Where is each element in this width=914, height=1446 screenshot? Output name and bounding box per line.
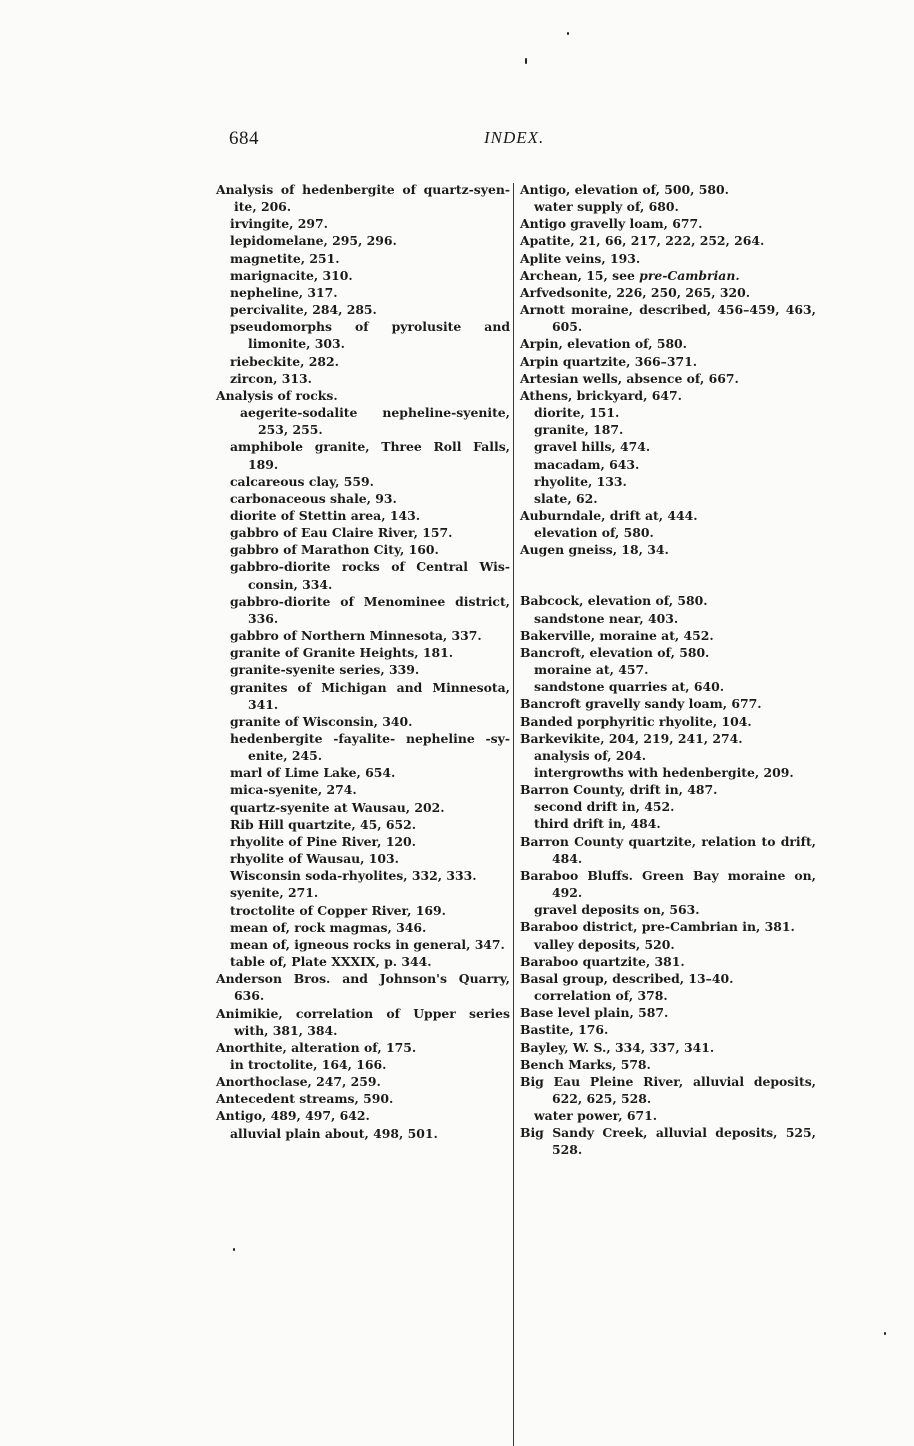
entry-text: Athens, brickyard, 647. <box>520 387 682 403</box>
index-subentry <box>520 524 816 541</box>
index-subentry <box>216 799 510 816</box>
entry-text: marl of Lime Lake, 654. <box>230 765 396 781</box>
entry-text: rhyolite of Pine River, 120. <box>230 833 416 849</box>
index-entry <box>520 181 816 198</box>
index-entry <box>520 627 816 644</box>
index-entry <box>520 833 816 867</box>
index-subentry <box>216 1125 510 1142</box>
entry-text: elevation of, 580. <box>534 525 654 541</box>
entry-text: Bench Marks, 578. <box>520 1056 651 1072</box>
entry-text: Antigo gravelly loam, 677. <box>520 216 703 232</box>
entry-text: mean of, igneous rocks in general, 347. <box>230 936 505 952</box>
scan-speck <box>525 58 527 64</box>
index-entry <box>520 918 816 935</box>
index-subentry <box>216 232 510 249</box>
entry-text: Augen gneiss, 18, 34. <box>520 542 669 558</box>
index-subentry <box>216 764 510 781</box>
index-entry <box>520 215 816 232</box>
index-subentry <box>216 902 510 919</box>
index-subentry <box>216 833 510 850</box>
index-entry <box>520 695 816 712</box>
entry-text: zircon, 313. <box>230 370 312 386</box>
index-entry <box>520 301 816 335</box>
index-subentry <box>216 370 510 387</box>
index-entry <box>520 970 816 987</box>
index-subentry <box>520 936 816 953</box>
entry-text: table of, Plate XXXIX, p. 344. <box>230 954 432 970</box>
index-subentry <box>216 730 510 764</box>
index-entry <box>520 1004 816 1021</box>
entry-text: Barkevikite, 204, 219, 241, 274. <box>520 730 743 746</box>
index-entry <box>520 353 816 370</box>
index-entry <box>520 507 816 524</box>
entry-text: Babcock, elevation of, 580. <box>520 593 708 609</box>
entry-text: Arfvedsonite, 226, 250, 265, 320. <box>520 284 751 300</box>
entry-text: slate, 62. <box>534 490 598 506</box>
entry-text: pseudomorphs of pyrolusite and limonite, 303. <box>230 319 510 352</box>
entry-text: gabbro of Eau Claire River, 157. <box>230 525 453 541</box>
entry-text: Bancroft, elevation of, 580. <box>520 644 710 660</box>
entry-text: intergrowths with hedenbergite, 209. <box>534 765 794 780</box>
entry-text: gravel hills, 474. <box>534 439 651 455</box>
entry-text: troctolite of Copper River, 169. <box>230 902 446 918</box>
index-entry <box>216 1005 510 1039</box>
index-subentry <box>520 198 816 215</box>
entry-text: sandstone near, 403. <box>534 610 679 626</box>
entry-italic-text: pre-Cambrian. <box>639 267 740 283</box>
entry-text: gabbro of Northern Minnesota, 337. <box>230 628 482 644</box>
entry-text: percivalite, 284, 285. <box>230 302 377 318</box>
index-subentry <box>520 815 816 832</box>
entry-text: in troctolite, 164, 166. <box>230 1056 387 1072</box>
index-entry <box>520 592 816 609</box>
index-entry <box>520 387 816 404</box>
index-entry <box>216 1090 510 1107</box>
entry-text: Big Sandy Creek, alluvial deposits, 525, 528. <box>520 1125 816 1158</box>
entry-text: granite-syenite series, 339. <box>230 662 420 678</box>
entry-text: Barron County, drift in, 487. <box>520 782 718 798</box>
entry-text: Big Eau Pleine River, alluvial deposits, 622, 625, 528. <box>520 1073 816 1106</box>
entry-text: irvingite, 297. <box>230 216 328 232</box>
index-entry <box>216 1039 510 1056</box>
entry-text: Analysis of rocks. <box>216 387 338 403</box>
entry-text: Artesian wells, absence of, 667. <box>520 370 739 386</box>
index-column-right <box>520 181 816 1159</box>
index-subentry <box>216 816 510 833</box>
entry-text: lepidomelane, 295, 296. <box>230 233 397 249</box>
index-subentry <box>216 301 510 318</box>
index-entry <box>520 1021 816 1038</box>
entry-text: Antecedent streams, 590. <box>216 1091 394 1107</box>
index-subentry <box>520 1107 816 1124</box>
index-entry <box>520 730 816 747</box>
entry-text: Arpin quartzite, 366–371. <box>520 353 698 369</box>
entry-text: quartz-syenite at Wausau, 202. <box>230 799 445 815</box>
index-entry <box>520 1056 816 1073</box>
index-subentry <box>520 901 816 918</box>
scan-speck <box>567 32 569 35</box>
index-subentry <box>520 438 816 455</box>
index-subentry <box>216 593 510 627</box>
entry-text: Baraboo district, pre-Cambrian in, 381. <box>520 919 795 935</box>
index-subentry <box>216 850 510 867</box>
index-subentry <box>520 798 816 815</box>
entry-text: analysis of, 204. <box>534 747 647 763</box>
index-subentry <box>520 490 816 507</box>
entry-text: granite, 187. <box>534 422 624 438</box>
index-subentry <box>216 558 510 592</box>
index-entry <box>520 867 816 901</box>
page-number: 684 <box>229 128 259 149</box>
entry-text: nepheline, 317. <box>230 284 338 300</box>
index-entry <box>520 232 816 249</box>
entry-text: diorite, 151. <box>534 405 620 421</box>
entry-text: Antigo, 489, 497, 642. <box>216 1108 370 1124</box>
index-subentry <box>216 524 510 541</box>
scan-speck <box>233 1248 235 1251</box>
entry-text: diorite of Stettin area, 143. <box>230 507 421 523</box>
entry-text: calcareous clay, 559. <box>230 473 374 489</box>
entry-text: Bastite, 176. <box>520 1022 609 1038</box>
entry-text: correlation of, 378. <box>534 988 668 1004</box>
entry-text: Anorthite, alteration of, 175. <box>216 1039 417 1055</box>
index-subentry <box>216 490 510 507</box>
index-subentry <box>216 404 510 438</box>
entry-text: amphibole granite, Three Roll Falls, 189. <box>230 439 510 472</box>
index-subentry <box>216 267 510 284</box>
index-entry <box>520 1073 816 1107</box>
entry-text: magnetite, 251. <box>230 250 340 266</box>
entry-text: second drift in, 452. <box>534 799 675 815</box>
index-entry <box>216 181 510 215</box>
index-entry <box>216 1073 510 1090</box>
index-entry <box>520 781 816 798</box>
index-subentry <box>216 318 510 352</box>
index-subentry <box>216 507 510 524</box>
index-entry <box>216 970 510 1004</box>
index-subentry <box>216 713 510 730</box>
running-title: INDEX. <box>484 128 545 147</box>
entry-text: Animikie, correlation of Upper series with, 381, 384. <box>216 1005 510 1038</box>
entry-text: Bakerville, moraine at, 452. <box>520 627 714 643</box>
entry-text: water supply of, 680. <box>534 199 679 215</box>
index-subentry <box>216 867 510 884</box>
entry-text: Auburndale, drift at, 444. <box>520 507 698 523</box>
index-subentry <box>520 747 816 764</box>
entry-text: gravel deposits on, 563. <box>534 902 700 918</box>
entry-text: valley deposits, 520. <box>534 936 675 952</box>
entry-text: Archean, 15, see <box>520 267 640 283</box>
index-subentry <box>520 473 816 490</box>
entry-text: third drift in, 484. <box>534 816 661 832</box>
entry-text: mean of, rock magmas, 346. <box>230 919 427 935</box>
column-divider <box>513 183 514 1446</box>
index-subentry <box>216 250 510 267</box>
index-entry <box>520 541 816 558</box>
index-subentry <box>216 919 510 936</box>
index-entry <box>520 335 816 352</box>
index-entry <box>520 370 816 387</box>
entry-text: alluvial plain about, 498, 501. <box>230 1125 438 1141</box>
index-subentry <box>520 661 816 678</box>
index-subentry <box>216 661 510 678</box>
index-subentry <box>520 764 816 781</box>
entry-text: Arnott moraine, described, 456–459, 463, 605. <box>520 302 816 335</box>
entry-text: granite of Wisconsin, 340. <box>230 713 413 729</box>
entry-text: syenite, 271. <box>230 885 319 901</box>
index-entry <box>520 1124 816 1158</box>
index-entry <box>216 387 510 404</box>
entry-text: Bayley, W. S., 334, 337, 341. <box>520 1039 715 1055</box>
index-subentry <box>216 679 510 713</box>
index-entry <box>520 1039 816 1056</box>
entry-text: Antigo, elevation of, 500, 580. <box>520 182 729 197</box>
index-subentry <box>520 987 816 1004</box>
entry-text: Apatite, 21, 66, 217, 222, 252, 264. <box>520 233 765 249</box>
index-subentry <box>520 421 816 438</box>
index-entry <box>520 284 816 301</box>
entry-text: Barron County quartzite, relation to drift, 484. <box>520 833 816 866</box>
entry-text: macadam, 643. <box>534 456 640 472</box>
entry-text: marignacite, 310. <box>230 267 353 283</box>
index-column-left <box>216 181 510 1142</box>
entry-text: mica-syenite, 274. <box>230 782 357 798</box>
index-subentry <box>216 1056 510 1073</box>
entry-text: aegerite-sodalite nepheline-syenite, 253, 255. <box>240 405 510 438</box>
entry-text: Bancroft gravelly sandy loam, 677. <box>520 696 762 712</box>
entry-text: Baraboo Bluffs. Green Bay moraine on, 492. <box>520 867 816 901</box>
index-subentry <box>216 936 510 953</box>
entry-text: gabbro-diorite rocks of Central Wis-consin, 334. <box>230 559 510 592</box>
entry-text: rhyolite of Wausau, 103. <box>230 851 399 867</box>
entry-text: sandstone quarries at, 640. <box>534 679 725 695</box>
index-subentry <box>216 953 510 970</box>
entry-text: Anderson Bros. and Johnson's Quarry, 636. <box>216 971 510 1004</box>
index-subentry <box>216 473 510 490</box>
section-gap <box>520 558 816 592</box>
entry-text: water power, 671. <box>534 1108 658 1124</box>
index-subentry <box>520 404 816 421</box>
entry-text: gabbro of Marathon City, 160. <box>230 542 439 558</box>
entry-text: Anorthoclase, 247, 259. <box>216 1074 381 1090</box>
index-subentry <box>216 284 510 301</box>
entry-text: Wisconsin soda-rhyolites, 332, 333. <box>230 868 477 884</box>
entry-text: carbonaceous shale, 93. <box>230 490 397 506</box>
index-entry <box>520 953 816 970</box>
entry-text: Rib Hill quartzite, 45, 652. <box>230 816 417 832</box>
entry-text: riebeckite, 282. <box>230 353 339 369</box>
index-entry <box>520 267 816 284</box>
entry-text: Base level plain, 587. <box>520 1005 669 1021</box>
entry-text: rhyolite, 133. <box>534 473 627 489</box>
entry-text: Aplite veins, 193. <box>520 250 641 266</box>
entry-text: granite of Granite Heights, 181. <box>230 645 454 661</box>
index-entry <box>520 644 816 661</box>
index-subentry <box>520 456 816 473</box>
entry-text: hedenbergite -fayalite- nepheline -sy-enite, 245. <box>230 731 510 764</box>
index-entry <box>216 1107 510 1124</box>
index-subentry <box>216 438 510 472</box>
scan-speck <box>884 1332 886 1335</box>
index-subentry <box>520 610 816 627</box>
entry-text: Banded porphyritic rhyolite, 104. <box>520 713 752 729</box>
index-subentry <box>216 215 510 232</box>
index-subentry <box>520 678 816 695</box>
entry-text: Basal group, described, 13–40. <box>520 970 734 986</box>
entry-text: Arpin, elevation of, 580. <box>520 336 687 352</box>
index-entry <box>520 250 816 267</box>
entry-text: Analysis of hedenbergite of quartz-syen-ite, 206. <box>216 182 510 215</box>
entry-text: granites of Michigan and Minnesota, 341. <box>230 679 510 712</box>
index-subentry <box>216 884 510 901</box>
index-subentry <box>216 781 510 798</box>
entry-text: Baraboo quartzite, 381. <box>520 953 685 969</box>
index-entry <box>520 713 816 730</box>
index-subentry <box>216 541 510 558</box>
index-subentry <box>216 644 510 661</box>
index-subentry <box>216 627 510 644</box>
entry-text: moraine at, 457. <box>534 662 649 678</box>
index-subentry <box>216 353 510 370</box>
entry-text: gabbro-diorite of Menominee district, 336. <box>230 593 510 626</box>
